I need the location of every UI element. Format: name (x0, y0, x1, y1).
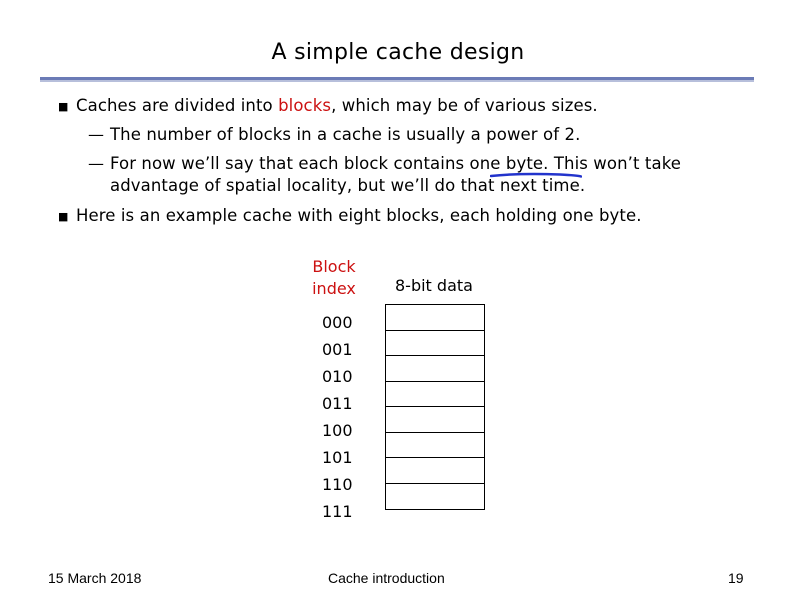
ink-underline (490, 172, 582, 178)
cache-block-cell (385, 457, 485, 484)
block-index-header-line-1: Block (312, 257, 356, 276)
block-index-label: 110 (322, 475, 353, 494)
block-index-header (304, 256, 364, 300)
block-index-label: 111 (322, 502, 353, 521)
footer-topic: Cache introduction (328, 570, 445, 586)
block-index-label: 011 (322, 394, 353, 413)
dash-marker-2: — (88, 154, 104, 173)
block-index-label: 100 (322, 421, 353, 440)
bullet-marker-2: ■ (58, 210, 69, 223)
bullet-marker-1: ■ (58, 100, 69, 113)
footer-date: 15 March 2018 (48, 570, 142, 586)
cache-block-column (385, 304, 485, 510)
data-column-header: 8-bit data (395, 276, 473, 295)
slide-title: A simple cache design (271, 40, 525, 65)
cache-block-cell (385, 355, 485, 382)
sub-bullet-1: The number of blocks in a cache is usually a power of 2. (110, 125, 581, 144)
cache-block-cell (385, 330, 485, 357)
bullet-1-text-before: Caches are divided into (76, 96, 279, 115)
page-number: 19 (728, 570, 744, 586)
bullet-1 (76, 96, 598, 115)
sub-bullet-2-line-1: For now we’ll say that each block contains one byte. This won’t take (110, 154, 682, 173)
block-index-label: 000 (322, 313, 353, 332)
cache-block-cell (385, 406, 485, 433)
block-index-header-line-2: index (312, 279, 356, 298)
cache-block-cell (385, 304, 485, 331)
blocks-highlight: blocks (278, 96, 332, 115)
title-divider (40, 77, 754, 82)
cache-block-cell (385, 381, 485, 408)
cache-block-cell (385, 483, 485, 510)
block-index-label: 010 (322, 367, 353, 386)
sub-bullet-2-line-2: advantage of spatial locality, but we’ll do that next time. (110, 176, 586, 195)
block-index-label: 001 (322, 340, 353, 359)
bullet-2: Here is an example cache with eight blocks, each holding one byte. (76, 206, 642, 225)
dash-marker-1: — (88, 125, 104, 144)
bullet-1-text-after: , which may be of various sizes. (331, 96, 598, 115)
block-index-label: 101 (322, 448, 353, 467)
cache-block-cell (385, 432, 485, 459)
